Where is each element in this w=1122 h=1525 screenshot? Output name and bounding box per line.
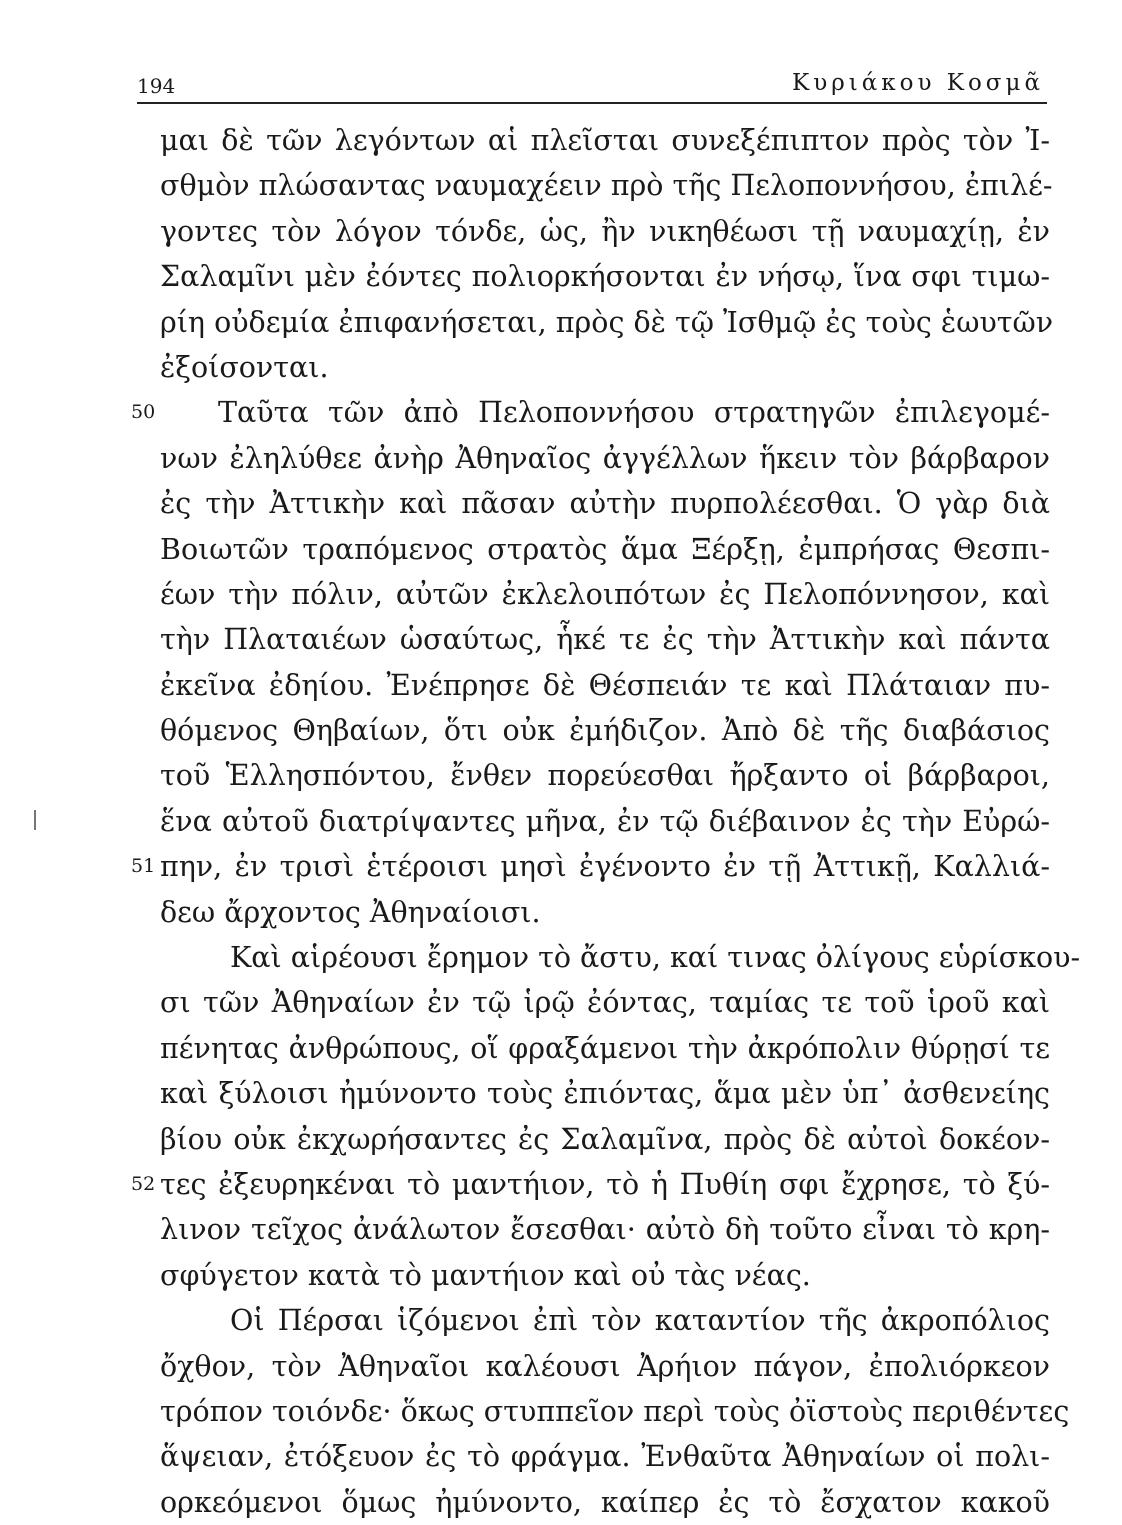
- text-line: λινον τεῖχος ἀνάλωτον ἔσεσθαι· αὐτὸ δὴ τοῦτο εἶναι τὸ κρη-: [160, 1213, 1050, 1247]
- text-line: καὶ ξύλοισι ἠμύνοντο τοὺς ἐπιόντας, ἅμα μὲν ὑπ᾽ ἀσθενείης: [160, 1077, 1050, 1111]
- text-line: Οἱ Πέρσαι ἱζόμενοι ἐπὶ τὸν καταντίον τῆς ἀκροπόλιος: [230, 1304, 1050, 1338]
- text-body: [160, 118, 1081, 1525]
- text-line: σθμὸν πλώσαντας ναυμαχέειν πρὸ τῆς Πελοποννήσου, ἐπιλέ-: [160, 169, 1053, 203]
- running-head: Κυριάκου Κοσμᾶ: [792, 70, 1044, 96]
- text-line: τες ἐξευρηκέναι τὸ μαντήιον, τὸ ἡ Πυθίη σφι ἔχρησε, τὸ ξύ-: [160, 1167, 1050, 1201]
- text-line: ἕνα αὐτοῦ διατρίψαντες μῆνα, ἐν τῷ διέβαινον ἐς τὴν Εὐρώ-: [160, 804, 1050, 838]
- text-line: πην, ἐν τρισὶ ἑτέροισι μησὶ ἐγένοντο ἐν τῇ Ἀττικῇ, Καλλιά-: [160, 850, 1050, 884]
- text-line: σφύγετον κατὰ τὸ μαντήιον καὶ οὐ τὰς νέας.: [160, 1258, 811, 1292]
- text-line: ορκεόμενοι ὅμως ἠμύνοντο, καίπερ ἐς τὸ ἔσχατον κακοῦ: [160, 1485, 1050, 1519]
- text-line: ἐξοίσονται.: [160, 350, 329, 384]
- page-number: 194: [137, 74, 176, 98]
- text-line: γοντες τὸν λόγον τόνδε, ὡς, ἢν νικηθέωσι τῇ ναυμαχίῃ, ἐν: [160, 214, 1050, 248]
- text-line: έων τὴν πόλιν, αὐτῶν ἐκλελοιπότων ἐς Πελοπόννησον, καὶ: [160, 577, 1050, 611]
- text-line: βίου οὐκ ἐκχωρήσαντες ἐς Σαλαμῖνα, πρὸς δὲ αὐτοὶ δοκέον-: [160, 1122, 1050, 1156]
- text-line: πένητας ἀνθρώπους, οἵ φραξάμενοι τὴν ἀκρόπολιν θύρῃσί τε: [160, 1031, 1050, 1065]
- section-number-51: 51: [131, 855, 156, 877]
- text-line: Βοιωτῶν τραπόμενος στρατὸς ἅμα Ξέρξῃ, ἐμπρήσας Θεσπι-: [160, 532, 1050, 566]
- text-line: τρόπον τοιόνδε· ὅκως στυππεῖον περὶ τοὺς ὀϊστοὺς περιθέντες: [160, 1394, 1070, 1428]
- section-number-52: 52: [131, 1173, 156, 1195]
- text-line: τοῦ Ἑλλησπόντου, ἔνθεν πορεύεσθαι ἤρξαντο οἱ βάρβαροι,: [160, 759, 1050, 793]
- text-line: τὴν Πλαταιέων ὡσαύτως, ἧκέ τε ἐς τὴν Ἀττικὴν καὶ πάντα: [160, 623, 1050, 657]
- text-line: νων ἐληλύθεε ἀνὴρ Ἀθηναῖος ἀγγέλλων ἥκειν τὸν βάρβαρον: [160, 441, 1050, 475]
- text-line: ἐς τὴν Ἀττικὴν καὶ πᾶσαν αὐτὴν πυρπολέεσθαι. Ὁ γὰρ διὰ: [160, 487, 1050, 521]
- text-line: Σαλαμῖνι μὲν ἐόντες πολιορκήσονται ἐν νήσῳ, ἵνα σφι τιμω-: [160, 260, 1050, 294]
- margin-mark: [34, 810, 36, 830]
- text-line: ἅψειαν, ἐτόξευον ἐς τὸ φράγμα. Ἐνθαῦτα Ἀθηναίων οἱ πολι-: [160, 1440, 1050, 1474]
- section-number-50: 50: [131, 401, 156, 423]
- text-line: ὄχθον, τὸν Ἀθηναῖοι καλέουσι Ἀρήιον πάγον, ἐπολιόρκεον: [160, 1349, 1050, 1383]
- text-line: Ταῦτα τῶν ἀπὸ Πελοποννήσου στρατηγῶν ἐπιλεγομέ-: [218, 396, 1050, 430]
- text-line: Καὶ αἱρέουσι ἔρημον τὸ ἄστυ, καί τινας ὀλίγους εὑρίσκου-: [230, 941, 1081, 975]
- text-line: ἐκεῖνα ἐδηίου. Ἐνέπρησε δὲ Θέσπειάν τε καὶ Πλάταιαν πυ-: [160, 668, 1050, 702]
- text-line: σι τῶν Ἀθηναίων ἐν τῷ ἱρῷ ἐόντας, ταμίας τε τοῦ ἱροῦ καὶ: [160, 986, 1050, 1020]
- header-rule: [137, 102, 1047, 104]
- text-line: ρίη οὐδεμία ἐπιφανήσεται, πρὸς δὲ τῷ Ἰσθμῷ ἐς τοὺς ἑωυτῶν: [160, 305, 1054, 339]
- text-line: δεω ἄρχοντος Ἀθηναίοισι.: [160, 895, 541, 929]
- text-line: θόμενος Θηβαίων, ὅτι οὐκ ἐμήδιζον. Ἀπὸ δὲ τῆς διαβάσιος: [160, 714, 1050, 748]
- text-line: μαι δὲ τῶν λεγόντων αἱ πλεῖσται συνεξέπιπτον πρὸς τὸν Ἰ-: [160, 124, 1050, 157]
